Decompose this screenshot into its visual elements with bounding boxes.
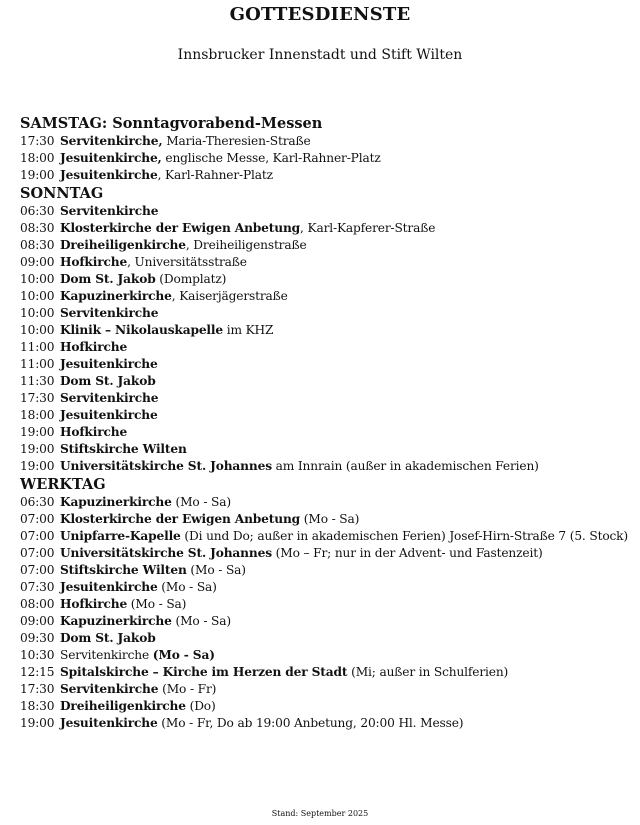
service-time: 07:00 [20, 512, 55, 526]
service-row [20, 511, 630, 528]
church-name: Spitalskirche – Kirche im Herzen der Stadt [60, 665, 348, 679]
service-row [20, 167, 630, 184]
service-row [20, 356, 630, 373]
service-time: 08:00 [20, 597, 55, 611]
service-row [20, 441, 630, 458]
service-row [20, 288, 630, 305]
service-time: 12:15 [20, 665, 55, 679]
service-time: 09:00 [20, 614, 55, 628]
church-name: Hofkirche [60, 597, 128, 611]
service-time: 09:30 [20, 631, 55, 645]
service-row [20, 545, 630, 562]
church-name: Servitenkirche [60, 204, 159, 218]
service-time: 19:00 [20, 716, 55, 730]
service-detail: , Universitätsstraße [127, 255, 247, 269]
service-time: 18:00 [20, 408, 55, 422]
schedule [20, 114, 630, 732]
page-subtitle: Innsbrucker Innenstadt und Stift Wilten [177, 47, 463, 63]
church-name: Dom St. Jakob [60, 374, 156, 388]
service-detail: (Mo - Fr, Do ab 19:00 Anbetung, 20:00 Hl. Messe) [157, 716, 464, 730]
service-detail: , Dreiheiligenstraße [185, 238, 307, 252]
church-name: Servitenkirche [60, 306, 159, 320]
service-detail: Servitenkirche [60, 648, 153, 662]
service-time: 10:00 [20, 306, 55, 320]
church-name: (Mo - Sa) [152, 648, 215, 662]
service-time: 17:30 [20, 134, 55, 148]
service-row [20, 562, 630, 579]
service-time: 08:30 [20, 221, 55, 235]
service-row [20, 271, 630, 288]
footer-date: Stand: September 2025 [271, 809, 369, 818]
service-time: 07:30 [20, 580, 55, 594]
service-row [20, 630, 630, 647]
church-name: Stiftskirche Wilten [60, 563, 187, 577]
service-row [20, 698, 630, 715]
church-name: Servitenkirche, [60, 134, 163, 148]
service-time: 10:00 [20, 272, 55, 286]
service-time: 11:00 [20, 340, 55, 354]
church-name: Stiftskirche Wilten [60, 442, 187, 456]
service-row [20, 203, 630, 220]
service-time: 11:00 [20, 357, 55, 371]
church-name: Kapuzinerkirche [60, 289, 172, 303]
service-row [20, 579, 630, 596]
church-name: Servitenkirche [60, 682, 159, 696]
church-name: Jesuitenkirche [60, 580, 158, 594]
service-time: 19:00 [20, 459, 55, 473]
service-detail: (Mo - Fr) [158, 682, 217, 696]
church-name: Universitätskirche St. Johannes [60, 546, 272, 560]
section-heading: SAMSTAG: Sonntagvorabend-Messen [20, 115, 323, 132]
church-name: Hofkirche [60, 340, 128, 354]
church-name: Jesuitenkirche, [60, 151, 162, 165]
church-name: Klosterkirche der Ewigen Anbetung [60, 512, 301, 526]
service-row [20, 715, 630, 732]
church-name: Hofkirche [60, 425, 128, 439]
service-detail: (Domplatz) [155, 272, 227, 286]
service-detail: (Mo – Fr; nur in der Advent- und Fastenzeit) [271, 546, 543, 560]
section-heading: SONNTAG [20, 185, 104, 202]
service-row [20, 596, 630, 613]
service-row [20, 339, 630, 356]
service-row [20, 150, 630, 167]
service-detail: (Mo - Sa) [157, 580, 217, 594]
service-time: 11:30 [20, 374, 55, 388]
service-detail: im KHZ [223, 323, 274, 337]
church-name: Dom St. Jakob [60, 631, 156, 645]
church-name: Universitätskirche St. Johannes [60, 459, 272, 473]
service-detail: am Innrain (außer in akademischen Ferien) [271, 459, 539, 473]
service-row [20, 647, 630, 664]
service-detail: (Mo - Sa) [127, 597, 187, 611]
service-row [20, 407, 630, 424]
service-time: 06:30 [20, 495, 55, 509]
service-row [20, 322, 630, 339]
service-time: 10:00 [20, 323, 55, 337]
service-row [20, 373, 630, 390]
service-detail: , Karl-Kapferer-Straße [300, 221, 436, 235]
church-name: Jesuitenkirche [60, 408, 158, 422]
service-time: 08:30 [20, 238, 55, 252]
service-detail: (Mi; außer in Schulferien) [347, 665, 509, 679]
service-time: 19:00 [20, 425, 55, 439]
service-detail: (Di und Do; außer in akademischen Ferien) Josef-Hirn-Straße 7 (5. Stock) [180, 529, 629, 543]
church-name: Unipfarre-Kapelle [60, 529, 181, 543]
service-row [20, 133, 630, 150]
service-detail: , Kaiserjägerstraße [171, 289, 288, 303]
service-time: 10:30 [20, 648, 55, 662]
service-detail: , Karl-Rahner-Platz [157, 168, 273, 182]
service-row [20, 254, 630, 271]
page-title: GOTTESDIENSTE [229, 4, 411, 25]
church-name: Jesuitenkirche [60, 168, 158, 182]
service-detail: englische Messe, Karl-Rahner-Platz [161, 151, 381, 165]
service-time: 18:00 [20, 151, 55, 165]
service-detail: (Mo - Sa) [300, 512, 360, 526]
church-name: Hofkirche [60, 255, 128, 269]
church-name: Dreiheiligenkirche [60, 238, 186, 252]
service-time: 09:00 [20, 255, 55, 269]
church-name: Kapuzinerkirche [60, 495, 172, 509]
service-time: 07:00 [20, 546, 55, 560]
service-row [20, 220, 630, 237]
service-time: 18:30 [20, 699, 55, 713]
church-name: Dreiheiligenkirche [60, 699, 186, 713]
service-time: 19:00 [20, 442, 55, 456]
service-row [20, 528, 630, 545]
service-row [20, 613, 630, 630]
service-time: 17:30 [20, 682, 55, 696]
service-time: 17:30 [20, 391, 55, 405]
service-time: 19:00 [20, 168, 55, 182]
service-row [20, 681, 630, 698]
church-name: Klinik – Nikolauskapelle [60, 323, 223, 337]
service-row [20, 305, 630, 322]
church-name: Klosterkirche der Ewigen Anbetung [60, 221, 301, 235]
service-row [20, 458, 630, 475]
service-detail: (Do) [185, 699, 216, 713]
church-name: Servitenkirche [60, 391, 159, 405]
church-name: Jesuitenkirche [60, 357, 158, 371]
service-time: 07:00 [20, 529, 55, 543]
section-heading: WERKTAG [20, 476, 106, 493]
service-time: 07:00 [20, 563, 55, 577]
service-detail: (Mo - Sa) [171, 495, 231, 509]
church-name: Dom St. Jakob [60, 272, 156, 286]
service-detail: (Mo - Sa) [171, 614, 231, 628]
service-row [20, 237, 630, 254]
service-row [20, 424, 630, 441]
service-row [20, 494, 630, 511]
service-time: 06:30 [20, 204, 55, 218]
service-detail: (Mo - Sa) [186, 563, 246, 577]
service-row [20, 390, 630, 407]
service-time: 10:00 [20, 289, 55, 303]
church-name: Kapuzinerkirche [60, 614, 172, 628]
church-name: Jesuitenkirche [60, 716, 158, 730]
service-detail: Maria-Theresien-Straße [162, 134, 311, 148]
service-row [20, 664, 630, 681]
